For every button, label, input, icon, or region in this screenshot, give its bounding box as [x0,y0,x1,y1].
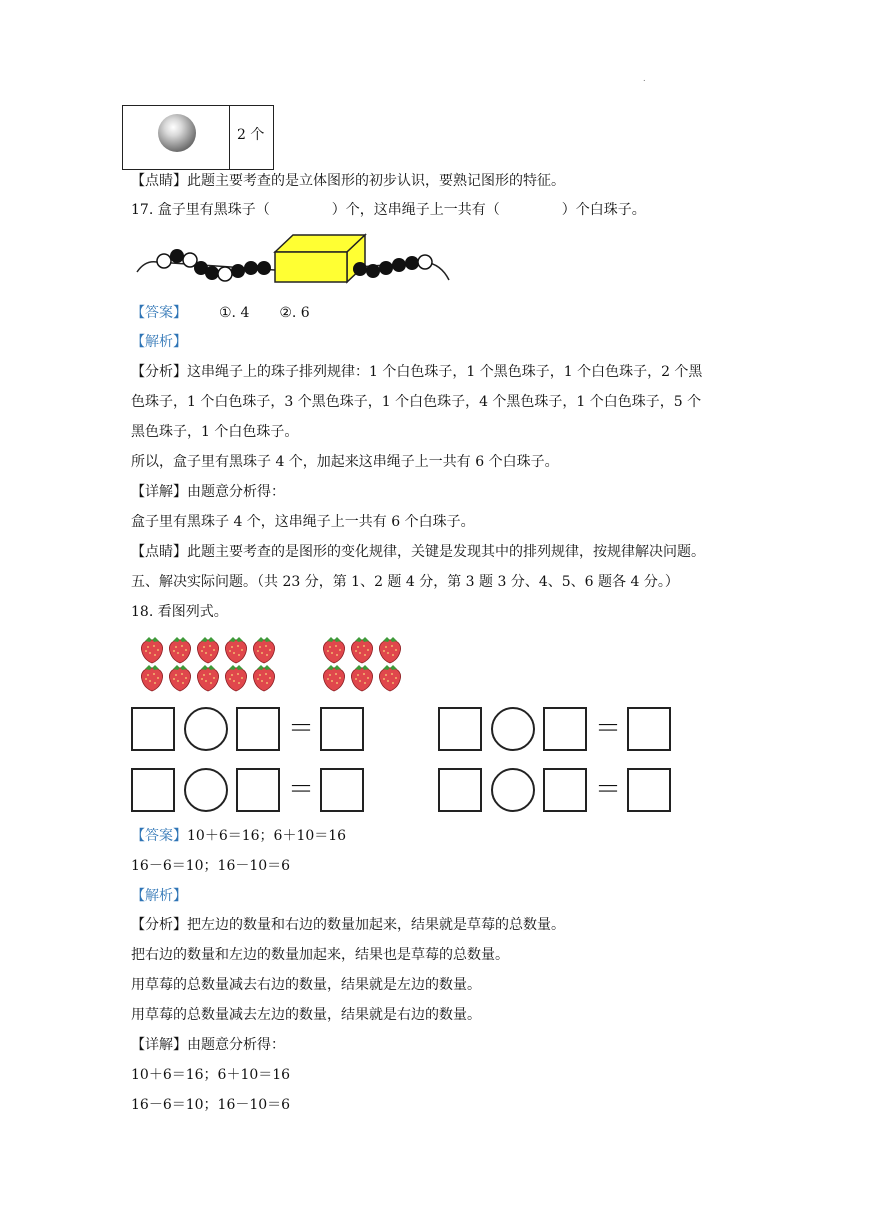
bead-black [244,261,258,275]
answer-box[interactable] [236,707,280,751]
q17-part-c: ）个白珠子。 [561,202,646,218]
answer-box[interactable] [438,707,482,751]
equals-sign: ＝ [288,775,315,805]
bead-black [257,261,271,275]
answer-box[interactable] [627,707,671,751]
bead-white [157,254,171,268]
analysis-line-1 [131,362,702,382]
strawberry [197,665,218,691]
equals-sign: ＝ [288,714,315,744]
question-17 [131,200,646,220]
jiexi-tag: 【解析】 [131,334,187,350]
analysis-line-4: 所以，盒子里有黑珠子 4 个，加起来这串绳子上一共有 6 个白珠子。 [131,454,559,470]
detail-answer: 盒子里有黑珠子 4 个，这串绳子上一共有 6 个白珠子。 [131,514,475,530]
detail-line [131,482,285,502]
operator-circle[interactable] [184,768,228,812]
bead-black [205,266,219,280]
detail-text: 由题意分析得： [187,484,285,500]
answer-17 [131,303,310,323]
strawberry-figure [138,632,408,694]
summary-line-1 [131,171,565,191]
page-mark: . [643,74,646,83]
analysis-text-1: 这串绳子上的珠子排列规律：1 个白色珠子，1 个黑色珠子，1 个白色珠子，2 个黑 [187,364,703,380]
q17-part-a: 17. 盒子里有黑珠子（ [131,202,270,218]
answer-box[interactable] [131,768,175,812]
analysis-18-line-4: 用草莓的总数量减去左边的数量，结果就是右边的数量。 [131,1007,481,1023]
bead-string-figure [135,230,455,290]
section-5-heading: 五、解决实际问题。（共 23 分，第 1、2 题 4 分，第 3 题 3 分、4、5、6 题各 4 分。） [131,574,679,590]
bead-black [392,258,406,272]
strawberry [169,637,190,663]
detail-tag: 【详解】 [131,484,187,500]
left-group-strawberries [141,637,274,691]
answer-tag-18: 【答案】 [131,828,187,844]
q17-part-b: ）个，这串绳子上一共有（ [331,202,500,218]
answer-18-line-2: 16－6＝10；16－10＝6 [131,858,291,874]
bead-white [418,255,432,269]
answer-box[interactable] [320,707,364,751]
operator-circle[interactable] [184,707,228,751]
operator-circle[interactable] [491,707,535,751]
analysis-18-line-1 [131,915,565,935]
strawberry [225,665,246,691]
answer-box[interactable] [438,768,482,812]
bead-black [405,256,419,270]
detail-18-answer-2: 16－6＝10；16－10＝6 [131,1097,291,1113]
bead-black [379,261,393,275]
answer-box[interactable] [543,707,587,751]
answer-18-text-1: 10＋6＝16；6＋10＝16 [187,828,347,844]
equals-sign: ＝ [595,714,622,744]
bead-black [170,249,184,263]
equals-sign: ＝ [595,775,622,805]
strawberry [253,637,274,663]
answer-1: ①. 4 [219,305,250,321]
right-group-strawberries [323,637,400,691]
answer-box[interactable] [131,707,175,751]
strawberry [379,665,400,691]
answer-box[interactable] [543,768,587,812]
strawberry [197,637,218,663]
summary-line-2 [131,542,705,562]
answer-box[interactable] [320,768,364,812]
strawberry [141,665,162,691]
summary-tag-2: 【点睛】 [131,544,187,560]
sphere-count: 2 个 [237,127,265,143]
analysis-line-3: 黑色珠子，1 个白色珠子。 [131,424,299,440]
summary-tag: 【点睛】 [131,173,187,189]
answer-tag: 【答案】 [131,305,187,321]
detail-tag-18: 【详解】 [131,1037,187,1053]
summary-text: 此题主要考查的是立体图形的初步认识，要熟记图形的特征。 [187,173,565,189]
strawberry [169,665,190,691]
jiexi-tag-18: 【解析】 [131,888,187,904]
answer-18-line-1 [131,826,346,846]
bead-black [231,264,245,278]
sphere-image [158,114,196,152]
strawberry [253,665,274,691]
answer-box[interactable] [236,768,280,812]
analysis-tag-18: 【分析】 [131,917,187,933]
bead-black [366,264,380,278]
table-divider [229,106,230,169]
strawberry [351,637,372,663]
bead-black [353,262,367,276]
operator-circle[interactable] [491,768,535,812]
analysis-18-text-1: 把左边的数量和右边的数量加起来，结果就是草莓的总数量。 [187,917,565,933]
yellow-box [275,235,365,282]
strawberry [141,637,162,663]
strawberry [379,637,400,663]
answer-box[interactable] [627,768,671,812]
analysis-18-line-2: 把右边的数量和左边的数量加起来，结果也是草莓的总数量。 [131,947,509,963]
analysis-line-2: 色珠子，1 个白色珠子，3 个黑色珠子，1 个白色珠子，4 个黑色珠子，1 个白色珠子，5 个 [131,394,702,410]
summary-text-2: 此题主要考查的是图形的变化规律，关键是发现其中的排列规律，按规律解决问题。 [187,544,705,560]
answer-2: ②. 6 [279,305,310,321]
analysis-18-line-3: 用草莓的总数量减去右边的数量，结果就是左边的数量。 [131,977,481,993]
detail-18-text: 由题意分析得： [187,1037,285,1053]
strawberry [225,637,246,663]
strawberry [323,665,344,691]
strawberry [351,665,372,691]
strawberry [323,637,344,663]
question-18: 18. 看图列式。 [131,604,228,620]
detail-18-line [131,1035,285,1055]
bead-white [218,267,232,281]
detail-18-answer-1: 10＋6＝16；6＋10＝16 [131,1067,291,1083]
analysis-tag: 【分析】 [131,364,187,380]
shape-table [122,105,274,170]
